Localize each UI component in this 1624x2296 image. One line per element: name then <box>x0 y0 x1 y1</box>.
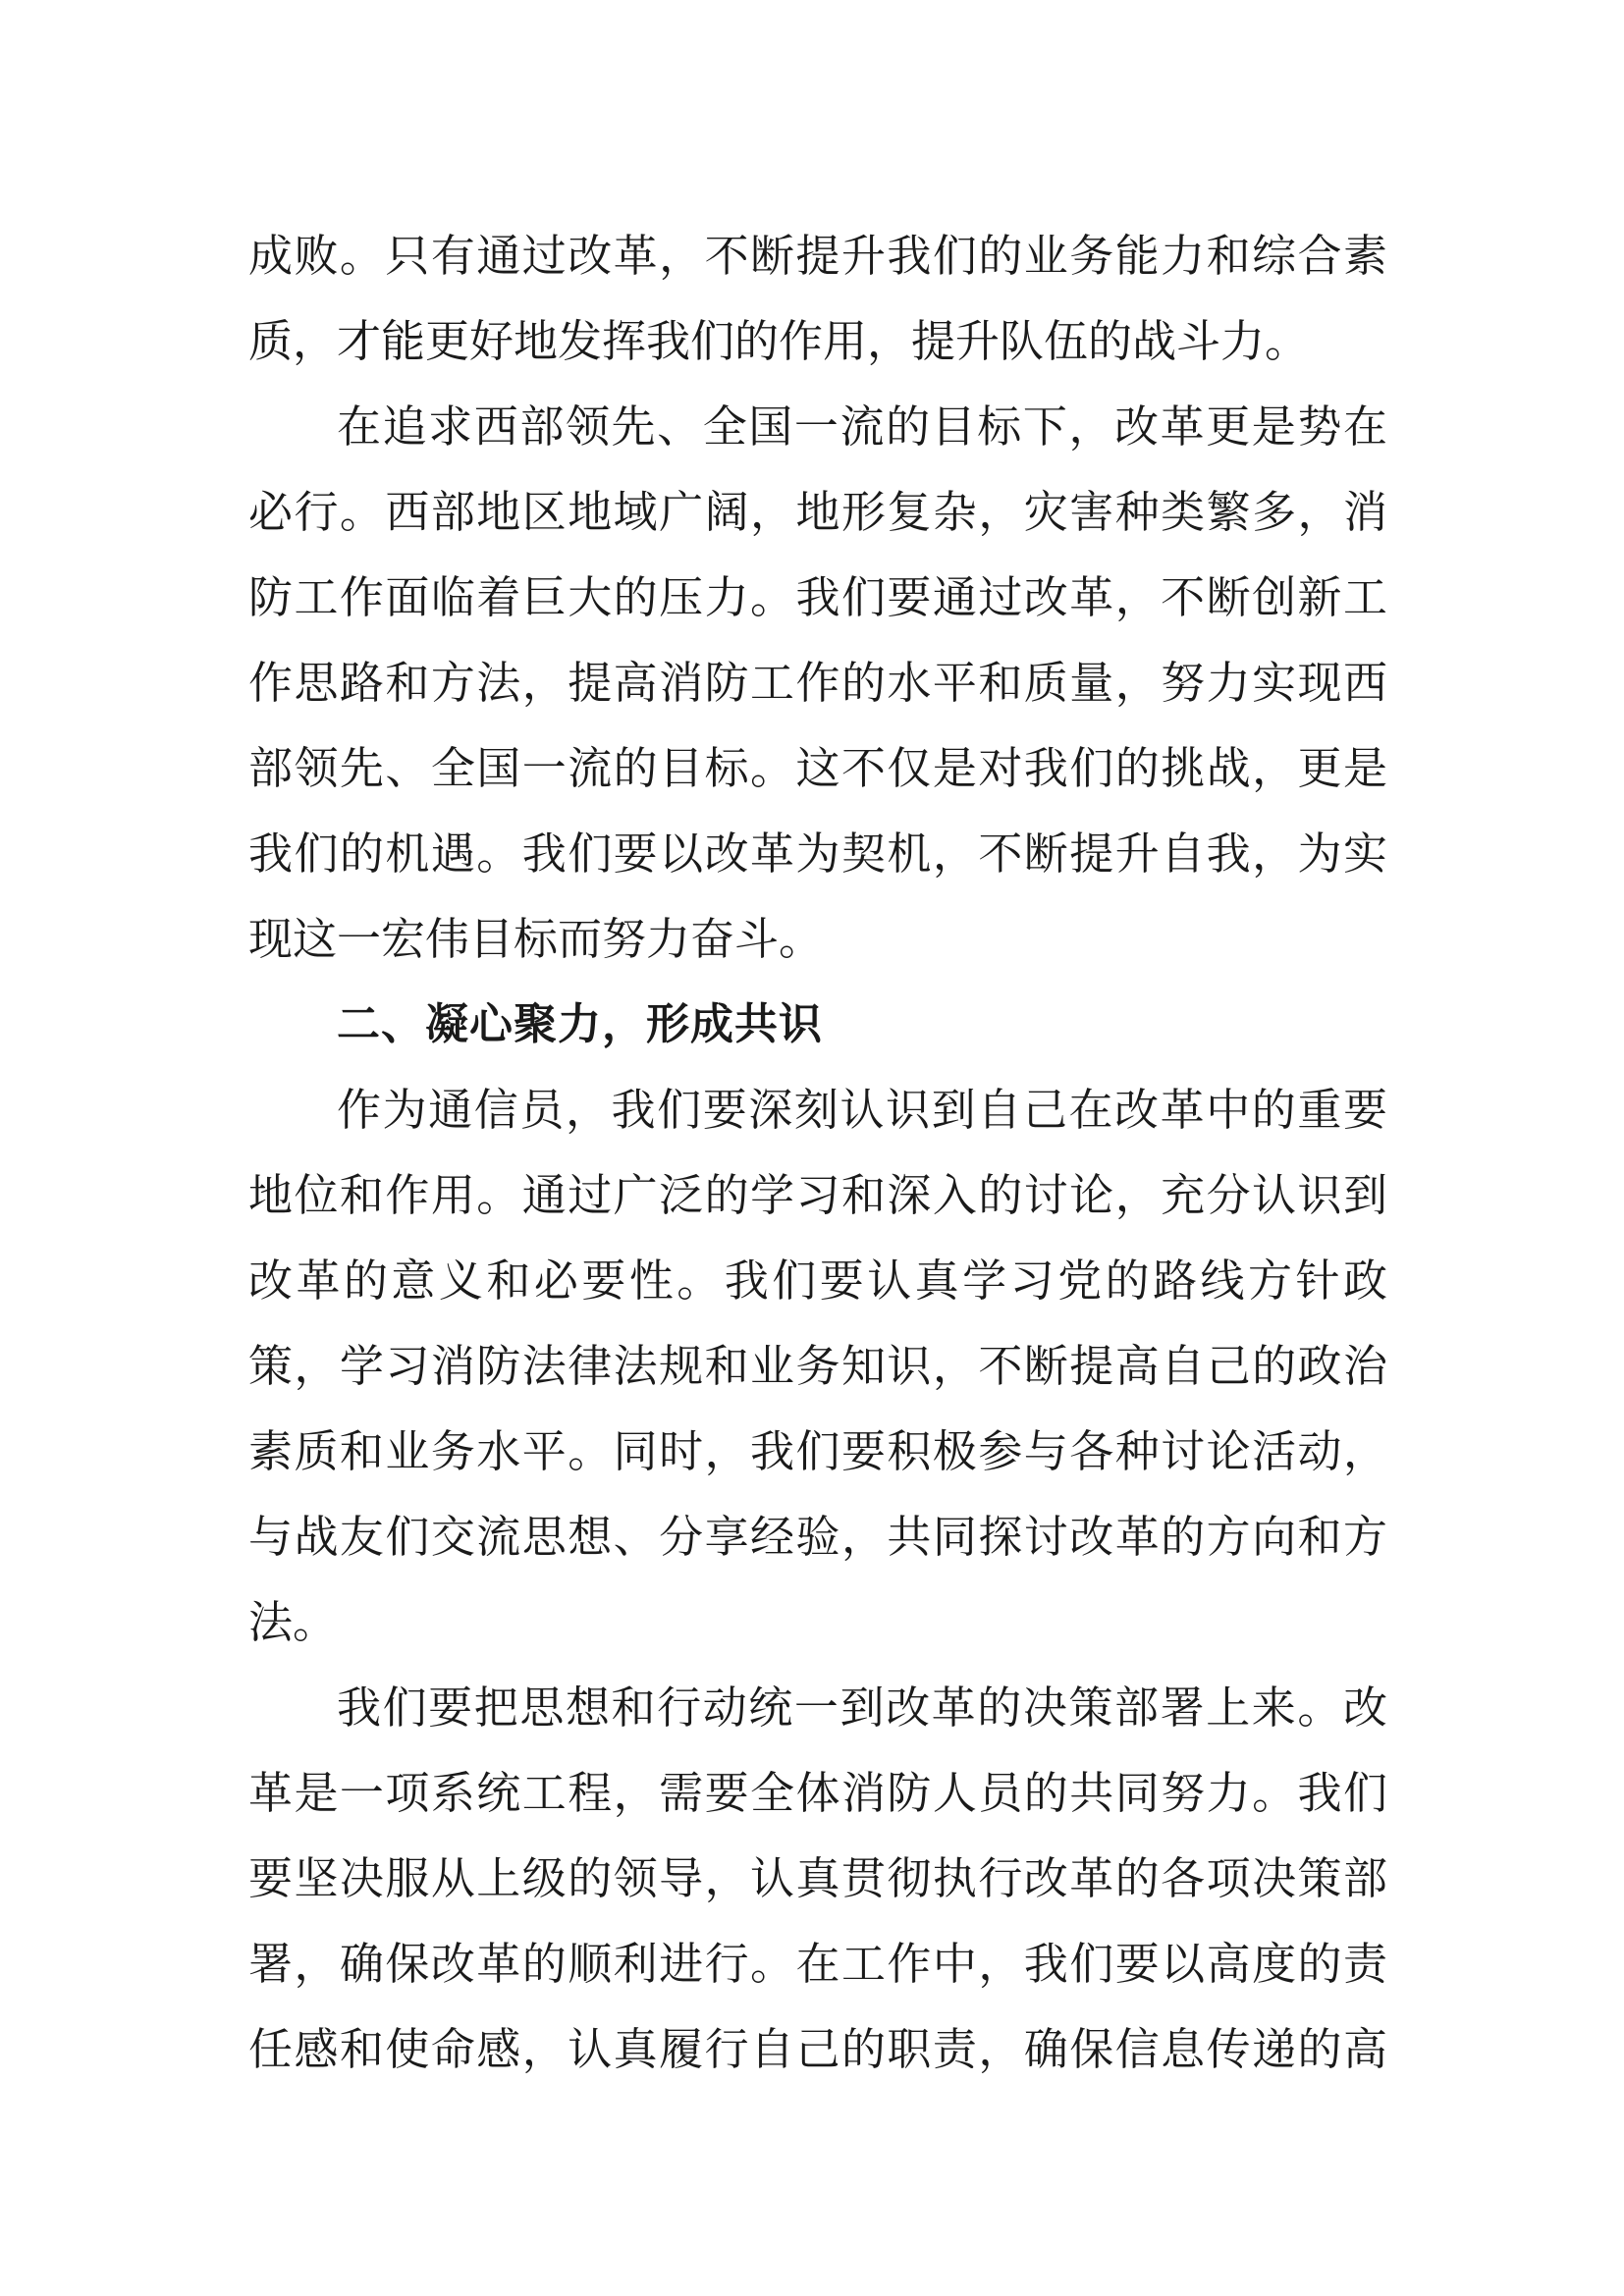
body-text-line: 改革的意义和必要性。我们要认真学习党的路线方针政 <box>248 1255 1387 1307</box>
body-text-line: 作思路和方法，提高消防工作的水平和质量，努力实现西 <box>248 657 1387 709</box>
body-text-line: 质，才能更好地发挥我们的作用，提升队伍的战斗力。 <box>248 315 1310 367</box>
body-text-line: 成败。只有通过改革，不断提升我们的业务能力和综合素 <box>248 230 1387 282</box>
body-text-line: 与战友们交流思想、分享经验，共同探讨改革的方向和方 <box>248 1511 1387 1563</box>
body-text-line: 策，学习消防法律法规和业务知识，不断提高自己的政治 <box>248 1340 1387 1392</box>
body-text-line: 现这一宏伟目标而努力奋斗。 <box>248 913 824 965</box>
body-text-line: 任感和使命感，认真履行自己的职责，确保信息传递的高 <box>248 2023 1387 2075</box>
section-heading: 二、凝心聚力，形成共识 <box>337 999 823 1049</box>
paragraph-first-line: 在追求西部领先、全国一流的目标下，改革更是势在 <box>337 400 1387 453</box>
paragraph-first-line: 我们要把思想和行动统一到改革的决策部署上来。改 <box>337 1682 1387 1734</box>
paragraph-first-line: 作为通信员，我们要深刻认识到自己在改革中的重要 <box>337 1084 1387 1136</box>
body-text-line: 署，确保改革的顺利进行。在工作中，我们要以高度的责 <box>248 1938 1387 1990</box>
body-text-line: 必行。西部地区地域广阔，地形复杂，灾害种类繁多，消 <box>248 486 1387 538</box>
body-text-line: 地位和作用。通过广泛的学习和深入的讨论，充分认识到 <box>248 1169 1387 1221</box>
body-text-line: 要坚决服从上级的领导，认真贯彻执行改革的各项决策部 <box>248 1852 1387 1904</box>
body-text-line: 防工作面临着巨大的压力。我们要通过改革，不断创新工 <box>248 571 1387 623</box>
body-text-line: 法。 <box>248 1596 338 1648</box>
body-text-line: 素质和业务水平。同时，我们要积极参与各种讨论活动， <box>248 1425 1387 1477</box>
body-text-line: 部领先、全国一流的目标。这不仅是对我们的挑战，更是 <box>248 742 1387 794</box>
body-text-line: 革是一项系统工程，需要全体消防人员的共同努力。我们 <box>248 1767 1387 1819</box>
body-text-line: 我们的机遇。我们要以改革为契机，不断提升自我，为实 <box>248 828 1387 880</box>
